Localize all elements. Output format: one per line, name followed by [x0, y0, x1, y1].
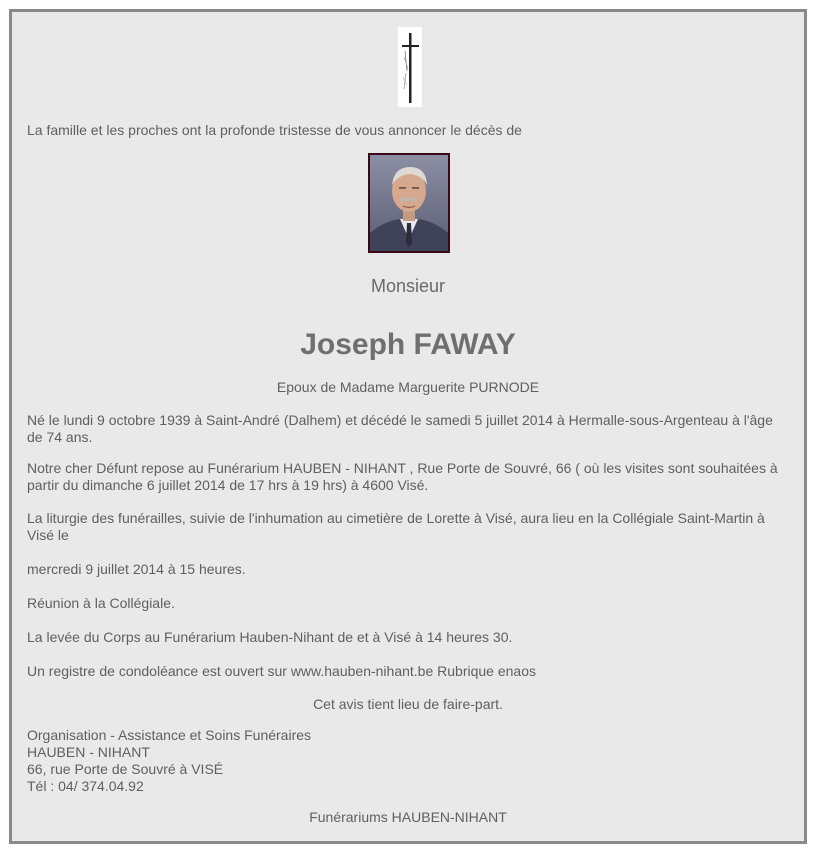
honorific: Monsieur [370, 276, 446, 296]
notice-text: Cet avis tient lieu de faire-part. [313, 696, 503, 712]
meeting-text: Réunion à la Collégiale. [27, 595, 175, 611]
organisation-line-2: HAUBEN - NIHANT [27, 744, 150, 760]
intro-text: La famille et les proches ont la profonde tristesse de vous annoncer le décès de [27, 122, 522, 138]
organisation-line-1: Organisation - Assistance et Soins Funéraires [27, 727, 312, 743]
organisation-phone: Tél : 04/ 374.04.92 [27, 778, 144, 794]
liturgy-text: La liturgie des funérailles, suivie de l'inhumation au cimetière de Lorette à Visé, aura lieu en la Collégiale Saint-Martin à Visé le [27, 510, 765, 543]
deceased-name: Joseph FAWAY [300, 328, 516, 361]
cross-icon [398, 27, 422, 107]
organisation-address: 66, rue Porte de Souvré à VISÉ [27, 761, 224, 777]
registry-text: Un registre de condoléance est ouvert sur www.hauben-nihant.be Rubrique enaos [27, 663, 536, 679]
footer-text: Funérariums HAUBEN-NIHANT [309, 809, 507, 825]
organisation-block [27, 727, 789, 795]
rests-text: Notre cher Défunt repose au Funérarium HAUBEN - NIHANT , Rue Porte de Souvré, 66 ( où les visites sont souhaitées à partir du dimanche 6 juillet 2014 de 17 hrs à 19 hrs) à 4600 Visé. [27, 460, 778, 493]
birth-death-text: Né le lundi 9 octobre 1939 à Saint-André (Dalhem) et décédé le samedi 5 juillet 2014 à Hermalle-sous-Argenteau à l'âge de 74 ans. [27, 412, 773, 445]
obituary-card [9, 9, 807, 844]
portrait-photo [368, 153, 450, 253]
levee-text: La levée du Corps au Funérarium Hauben-Nihant de et à Visé à 14 heures 30. [27, 629, 513, 645]
spouse-text: Epoux de Madame Marguerite PURNODE [276, 379, 540, 395]
ceremony-date: mercredi 9 juillet 2014 à 15 heures. [27, 561, 246, 577]
